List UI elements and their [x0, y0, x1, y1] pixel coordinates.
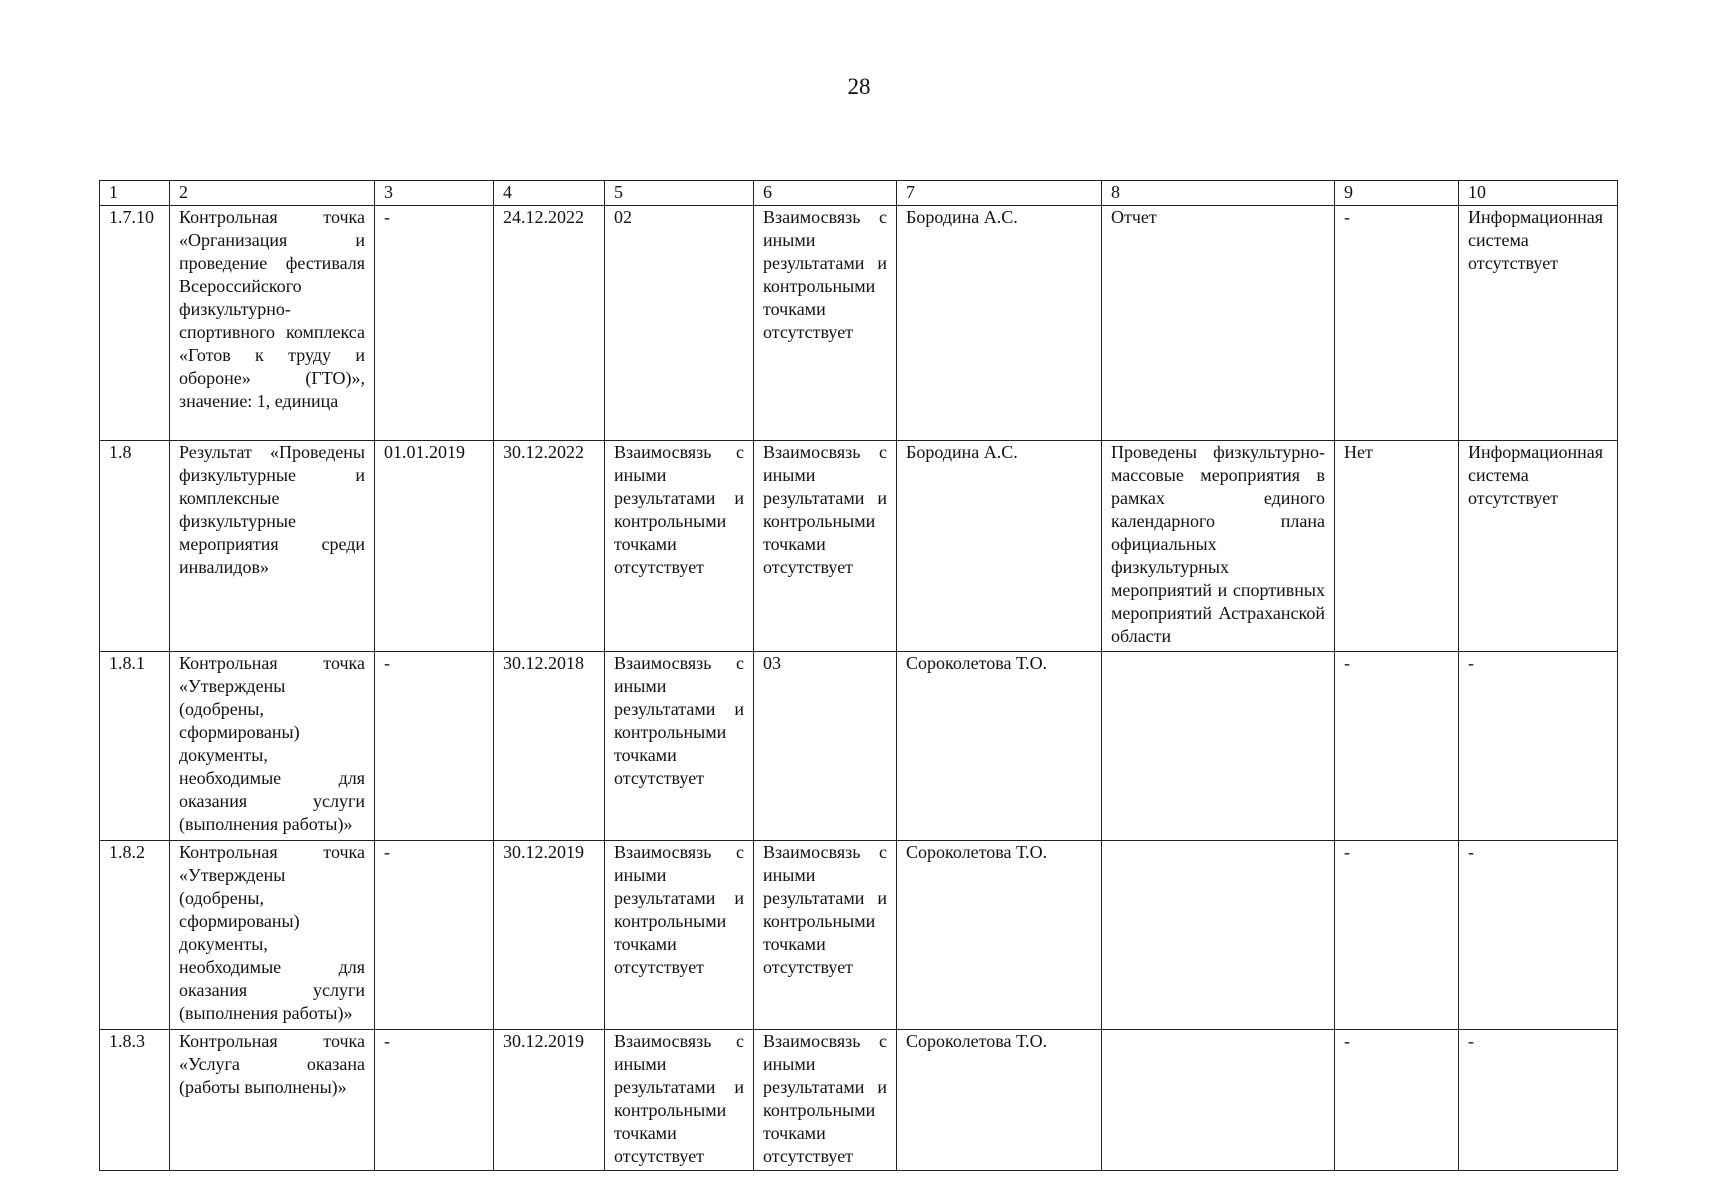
row-end-date: 30.12.2018	[494, 652, 605, 841]
row-info-system: -	[1459, 1030, 1618, 1171]
table-row	[100, 1030, 1618, 1171]
row-approval: -	[1335, 652, 1459, 841]
row-successors: Взаимосвязь с иными результатами и контрольными точками отсутствует	[754, 441, 897, 652]
row-start-date: -	[375, 841, 494, 1030]
row-responsible: Сороколетова Т.О.	[897, 841, 1102, 1030]
row-approval: -	[1335, 1030, 1459, 1171]
row-end-date: 24.12.2022	[494, 206, 605, 441]
header-cell: 4	[494, 181, 605, 206]
row-start-date: -	[375, 1030, 494, 1171]
row-id: 1.8.3	[100, 1030, 170, 1171]
table-row	[100, 841, 1618, 1030]
row-predecessors: Взаимосвязь с иными результатами и контрольными точками отсутствует	[605, 1030, 754, 1171]
table-row	[100, 441, 1618, 652]
row-result: Проведены физкультурно-массовые мероприятия в рамках единого календарного плана официальных физкультурных мероприятий и спортивных мероприятий Астраханской области	[1102, 441, 1335, 652]
row-id: 1.8	[100, 441, 170, 652]
row-result	[1102, 652, 1335, 841]
row-name: Контрольная точка «Утверждены (одобрены, сформированы) документы, необходимые для оказания услуги (выполнения работы)»	[170, 841, 375, 1030]
row-approval: Нет	[1335, 441, 1459, 652]
row-name: Контрольная точка «Организация и проведение фестиваля Всероссийского физкультурно-спортивного комплекса «Готов к труду и обороне» (ГТО)», значение: 1, единица	[170, 206, 375, 441]
row-responsible: Бородина А.С.	[897, 206, 1102, 441]
header-cell: 2	[170, 181, 375, 206]
row-id: 1.8.1	[100, 652, 170, 841]
row-info-system: -	[1459, 841, 1618, 1030]
header-cell: 5	[605, 181, 754, 206]
table-row	[100, 206, 1618, 441]
row-responsible: Сороколетова Т.О.	[897, 652, 1102, 841]
row-result	[1102, 841, 1335, 1030]
row-approval: -	[1335, 206, 1459, 441]
row-successors: 03	[754, 652, 897, 841]
plan-table	[99, 180, 1618, 1171]
row-info-system: Информационная система отсутствует	[1459, 206, 1618, 441]
row-responsible: Сороколетова Т.О.	[897, 1030, 1102, 1171]
row-predecessors: 02	[605, 206, 754, 441]
row-start-date: -	[375, 652, 494, 841]
header-cell: 9	[1335, 181, 1459, 206]
row-successors: Взаимосвязь с иными результатами и контрольными точками отсутствует	[754, 841, 897, 1030]
row-responsible: Бородина А.С.	[897, 441, 1102, 652]
row-start-date: 01.01.2019	[375, 441, 494, 652]
row-start-date: -	[375, 206, 494, 441]
row-name: Результат «Проведены физкультурные и комплексные физкультурные мероприятия среди инвалидов»	[170, 441, 375, 652]
row-id: 1.8.2	[100, 841, 170, 1030]
header-cell: 6	[754, 181, 897, 206]
row-end-date: 30.12.2019	[494, 1030, 605, 1171]
row-predecessors: Взаимосвязь с иными результатами и контрольными точками отсутствует	[605, 441, 754, 652]
row-name: Контрольная точка «Услуга оказана (работы выполнены)»	[170, 1030, 375, 1171]
header-row	[100, 181, 1618, 206]
row-result: Отчет	[1102, 206, 1335, 441]
row-name: Контрольная точка «Утверждены (одобрены, сформированы) документы, необходимые для оказания услуги (выполнения работы)»	[170, 652, 375, 841]
header-cell: 3	[375, 181, 494, 206]
row-successors: Взаимосвязь с иными результатами и контрольными точками отсутствует	[754, 206, 897, 441]
row-successors: Взаимосвязь с иными результатами и контрольными точками отсутствует	[754, 1030, 897, 1171]
header-cell: 10	[1459, 181, 1618, 206]
table-row	[100, 652, 1618, 841]
header-cell: 1	[100, 181, 170, 206]
row-info-system: Информационная система отсутствует	[1459, 441, 1618, 652]
row-predecessors: Взаимосвязь с иными результатами и контрольными точками отсутствует	[605, 652, 754, 841]
row-info-system: -	[1459, 652, 1618, 841]
header-cell: 7	[897, 181, 1102, 206]
row-predecessors: Взаимосвязь с иными результатами и контрольными точками отсутствует	[605, 841, 754, 1030]
row-end-date: 30.12.2019	[494, 841, 605, 1030]
row-end-date: 30.12.2022	[494, 441, 605, 652]
page-number: 28	[847, 74, 871, 99]
row-id: 1.7.10	[100, 206, 170, 441]
row-result	[1102, 1030, 1335, 1171]
row-approval: -	[1335, 841, 1459, 1030]
header-cell: 8	[1102, 181, 1335, 206]
